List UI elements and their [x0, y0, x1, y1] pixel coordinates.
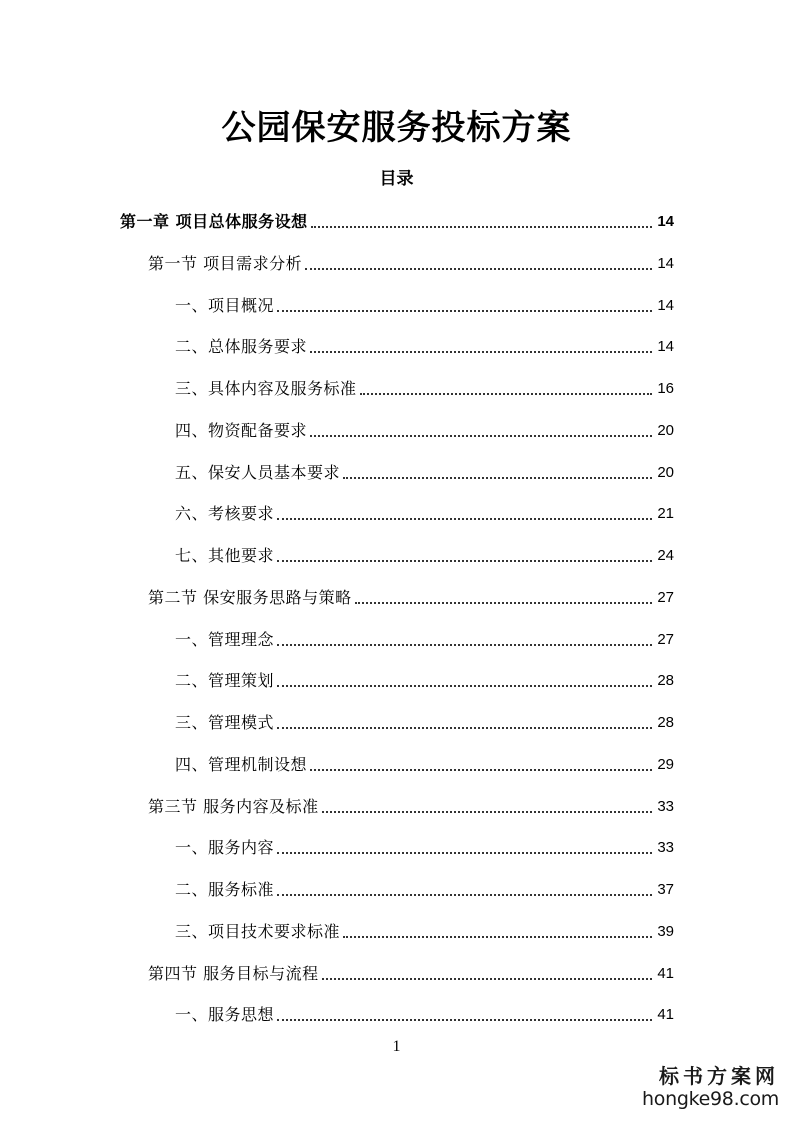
toc-entry[interactable]	[148, 959, 674, 985]
toc-dot-leader	[310, 768, 652, 771]
toc-dot-leader	[277, 309, 652, 312]
toc-dot-leader	[277, 517, 652, 520]
toc-entry[interactable]	[175, 625, 674, 651]
toc-entry[interactable]	[148, 583, 674, 609]
toc-entry-page: 16	[657, 380, 674, 397]
toc-entry-title: 四、物资配备要求	[175, 420, 308, 440]
toc-entry-title: 二、管理策划	[175, 671, 275, 691]
toc-entry-page: 14	[657, 296, 674, 314]
toc-entry[interactable]	[175, 666, 674, 692]
toc-entry-title: 一、服务思想	[175, 1005, 275, 1025]
watermark-brand: 标书方案网	[659, 1064, 779, 1088]
toc-entry-title: 第二节 保安服务思路与策略	[148, 587, 352, 607]
toc-entry-title: 一、服务内容	[175, 838, 275, 858]
toc-entry-page: 14	[657, 254, 674, 272]
toc-entry[interactable]	[175, 332, 674, 358]
toc-entry-title: 第一章 项目总体服务设想	[120, 212, 308, 231]
toc-dot-leader	[310, 434, 652, 437]
toc-dot-leader	[277, 893, 652, 896]
toc-entry[interactable]	[175, 499, 674, 525]
toc-entry[interactable]	[175, 708, 674, 734]
toc-entry-title: 第三节 服务内容及标准	[148, 796, 319, 816]
toc-entry[interactable]	[175, 374, 674, 400]
toc-entry[interactable]	[175, 833, 674, 859]
toc-entry-page: 33	[657, 839, 674, 857]
toc-heading: 目录	[379, 169, 414, 189]
toc-dot-leader	[277, 1018, 652, 1021]
toc-entry-page: 20	[657, 421, 674, 439]
toc-dot-leader	[277, 684, 652, 687]
toc-entry[interactable]	[120, 207, 674, 233]
toc-entry-page: 27	[657, 588, 674, 606]
toc-entry[interactable]	[175, 458, 674, 484]
toc-dot-leader	[322, 977, 652, 980]
toc-entry-title: 一、管理理念	[175, 629, 275, 649]
toc-entry-page: 33	[657, 797, 674, 815]
toc-entry-title: 四、管理机制设想	[175, 754, 308, 774]
toc-entry-page: 24	[657, 547, 674, 564]
toc-entry-page: 28	[657, 672, 674, 690]
toc-entry-page: 20	[657, 463, 674, 481]
toc-entry[interactable]	[175, 917, 674, 943]
watermark-logo	[629, 1064, 779, 1110]
toc-entry-page: 14	[657, 338, 674, 356]
toc-entry[interactable]	[148, 249, 674, 275]
toc-entry-title: 二、总体服务要求	[175, 337, 308, 357]
toc-entry-title: 第一节 项目需求分析	[148, 253, 303, 273]
toc-dot-leader	[360, 392, 652, 395]
toc-dot-leader	[277, 726, 652, 729]
toc-entry[interactable]	[175, 291, 674, 317]
toc-entry[interactable]	[148, 792, 674, 818]
toc-dot-leader	[277, 559, 652, 562]
toc-dot-leader	[343, 476, 652, 479]
toc-entry-page: 41	[657, 1006, 674, 1024]
toc-entry-title: 三、项目技术要求标准	[175, 921, 341, 941]
toc-entry-page: 41	[657, 964, 674, 982]
document-title: 公园保安服务投标方案	[221, 108, 572, 148]
toc-entry[interactable]	[175, 416, 674, 442]
toc-entry[interactable]	[175, 1000, 674, 1026]
toc-dot-leader	[277, 643, 652, 646]
toc-dot-leader	[311, 225, 652, 228]
toc-entry-page: 27	[657, 630, 674, 648]
toc-dot-leader	[305, 267, 652, 270]
toc-dot-leader	[310, 350, 652, 353]
toc-entry[interactable]	[175, 750, 674, 776]
toc-entry-title: 二、服务标准	[175, 880, 275, 899]
toc-entry-page: 28	[657, 714, 674, 731]
toc-entry-title: 七、其他要求	[175, 546, 275, 565]
toc-entry-title: 六、考核要求	[175, 504, 275, 524]
toc-entry-page: 39	[657, 922, 674, 940]
watermark-url: hongke98.com	[642, 1088, 779, 1110]
toc-entry-title: 三、管理模式	[175, 713, 275, 732]
toc-dot-leader	[277, 851, 652, 854]
toc-dot-leader	[322, 810, 652, 813]
toc-entry-page: 37	[657, 881, 674, 898]
toc-entry-page: 21	[657, 505, 674, 523]
toc-entry-title: 一、项目概况	[175, 295, 275, 315]
toc-dot-leader	[355, 601, 652, 604]
toc-entry-page: 29	[657, 755, 674, 773]
toc-entry-title: 五、保安人员基本要求	[175, 462, 341, 482]
toc-dot-leader	[343, 935, 652, 938]
toc-entry[interactable]	[175, 875, 674, 901]
toc-entry-title: 三、具体内容及服务标准	[175, 379, 357, 398]
page-number: 1	[392, 1038, 401, 1055]
toc-entry[interactable]	[175, 541, 674, 567]
toc-entry-title: 第四节 服务目标与流程	[148, 963, 319, 983]
toc-entry-page: 14	[657, 213, 674, 230]
